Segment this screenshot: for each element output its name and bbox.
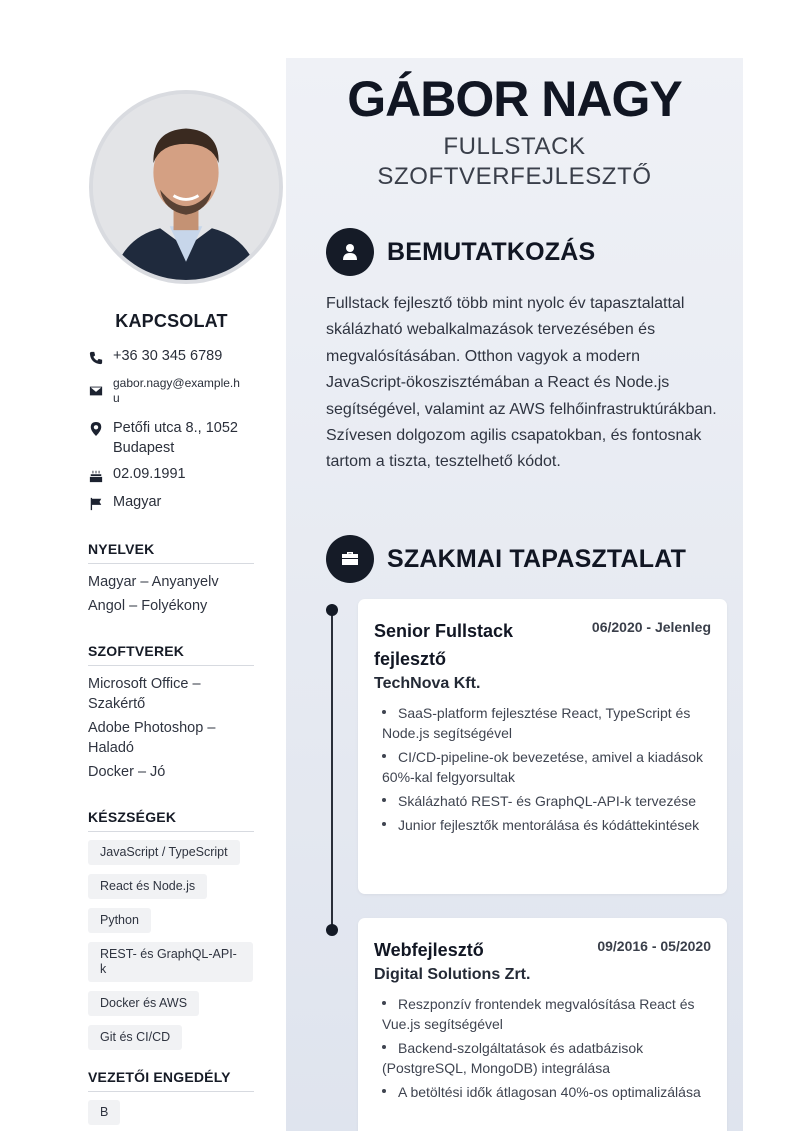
briefcase-icon [326, 535, 374, 583]
intro-section-header [326, 228, 595, 276]
intro-paragraph: Fullstack fejlesztő több mint nyolc év tapasztalattal skálázható webalkalmazások tervezésében és megvalósításában. Otthon vagyok a modern JavaScript-ökoszisztémában a React és Node.js segítségével, valamint az AWS felhőinfrastruktúrákban. Szívesen dolgozom agilis csapatokban, és fontosnak tartom a tiszta, tesztelhető kódot. [326, 295, 717, 471]
languages-list [88, 572, 254, 620]
software-item: Docker – Jó [88, 764, 166, 780]
job-card [358, 599, 727, 894]
job-bullets [374, 703, 711, 835]
main-column [286, 58, 743, 1131]
location-pin-icon [88, 421, 104, 437]
skill-chip: Docker és AWS [88, 991, 199, 1016]
job-company: TechNova Kft. [374, 675, 481, 692]
license-chip: B [88, 1100, 120, 1125]
job-bullet: SaaS-platform fejlesztése React, TypeScript és Node.js segítségével [382, 705, 691, 741]
contact-address [88, 418, 238, 458]
job-bullet: CI/CD-pipeline-ok bevezetése, amivel a kiadások 60%-kal felgyorsultak [382, 749, 704, 785]
skill-chip: JavaScript / TypeScript [88, 840, 240, 865]
software-item: Adobe Photoshop – Haladó [88, 720, 216, 756]
skills-heading: KÉSZSÉGEK [88, 809, 254, 832]
resume-page [57, 58, 743, 1131]
contact-nationality [88, 494, 161, 512]
timeline-dot [326, 604, 338, 616]
intro-heading: BEMUTATKOZÁS [387, 237, 596, 266]
contact-heading: KAPCSOLAT [115, 311, 228, 331]
timeline-dot [326, 924, 338, 936]
experience-heading: SZAKMAI TAPASZTALAT [387, 544, 687, 573]
address-text: Petőfi utca 8., 1052 Budapest [113, 420, 238, 456]
skill-chip: Python [88, 908, 151, 933]
experience-section-header [326, 535, 686, 583]
envelope-icon [88, 383, 104, 399]
job-bullet: Reszponzív frontendek megvalósítása React és Vue.js segítségével [382, 996, 695, 1032]
birthday-cake-icon [88, 468, 104, 484]
timeline-line [331, 610, 333, 930]
language-item: Angol – Folyékony [88, 598, 208, 614]
job-date: 09/2016 - 05/2020 [597, 938, 711, 954]
profile-photo [89, 90, 283, 284]
job-bullet: A betöltési idők átlagosan 40%-os optimalizálása [374, 1082, 711, 1102]
languages-heading: NYELVEK [88, 541, 254, 564]
email-text: gabor.nagy@example.h u [113, 376, 240, 405]
job-title: Webfejlesztő [374, 940, 484, 960]
job-date: 06/2020 - Jelenleg [591, 619, 711, 635]
birthday-text: 02.09.1991 [113, 466, 186, 482]
job-card [358, 918, 727, 1131]
skills-list [88, 840, 258, 1059]
contact-email [88, 376, 263, 406]
job-bullet: Junior fejlesztők mentorálása és kódáttekintések [374, 815, 711, 835]
skill-chip: React és Node.js [88, 874, 207, 899]
license-heading: VEZETŐI ENGEDÉLY [88, 1069, 254, 1092]
skill-chip: REST- és GraphQL-API-k [88, 942, 253, 982]
job-bullets [374, 994, 711, 1102]
contact-phone [88, 348, 222, 366]
phone-icon [88, 350, 104, 366]
job-title: Senior Fullstack fejlesztő [374, 621, 514, 669]
language-item: Magyar – Anyanyelv [88, 574, 219, 590]
software-list [88, 674, 254, 786]
sidebar [57, 58, 286, 1131]
software-item: Microsoft Office – Szakértő [88, 676, 201, 712]
full-name: GÁBOR NAGY [347, 71, 682, 127]
job-company: Digital Solutions Zrt. [374, 966, 531, 983]
job-bullet: Backend-szolgáltatások és adatbázisok (PostgreSQL, MongoDB) integrálása [382, 1040, 644, 1076]
skill-chip: Git és CI/CD [88, 1025, 182, 1050]
flag-icon [88, 496, 104, 512]
phone-text: +36 30 345 6789 [113, 348, 223, 364]
contact-birthday [88, 466, 186, 484]
user-icon [326, 228, 374, 276]
nationality-text: Magyar [113, 494, 162, 510]
job-bullet: Skálázható REST- és GraphQL-API-k tervezése [374, 791, 711, 811]
license-list [88, 1100, 258, 1131]
software-heading: SZOFTVEREK [88, 643, 254, 666]
job-title: FULLSTACK SZOFTVERFEJLESZTŐ [377, 133, 652, 190]
